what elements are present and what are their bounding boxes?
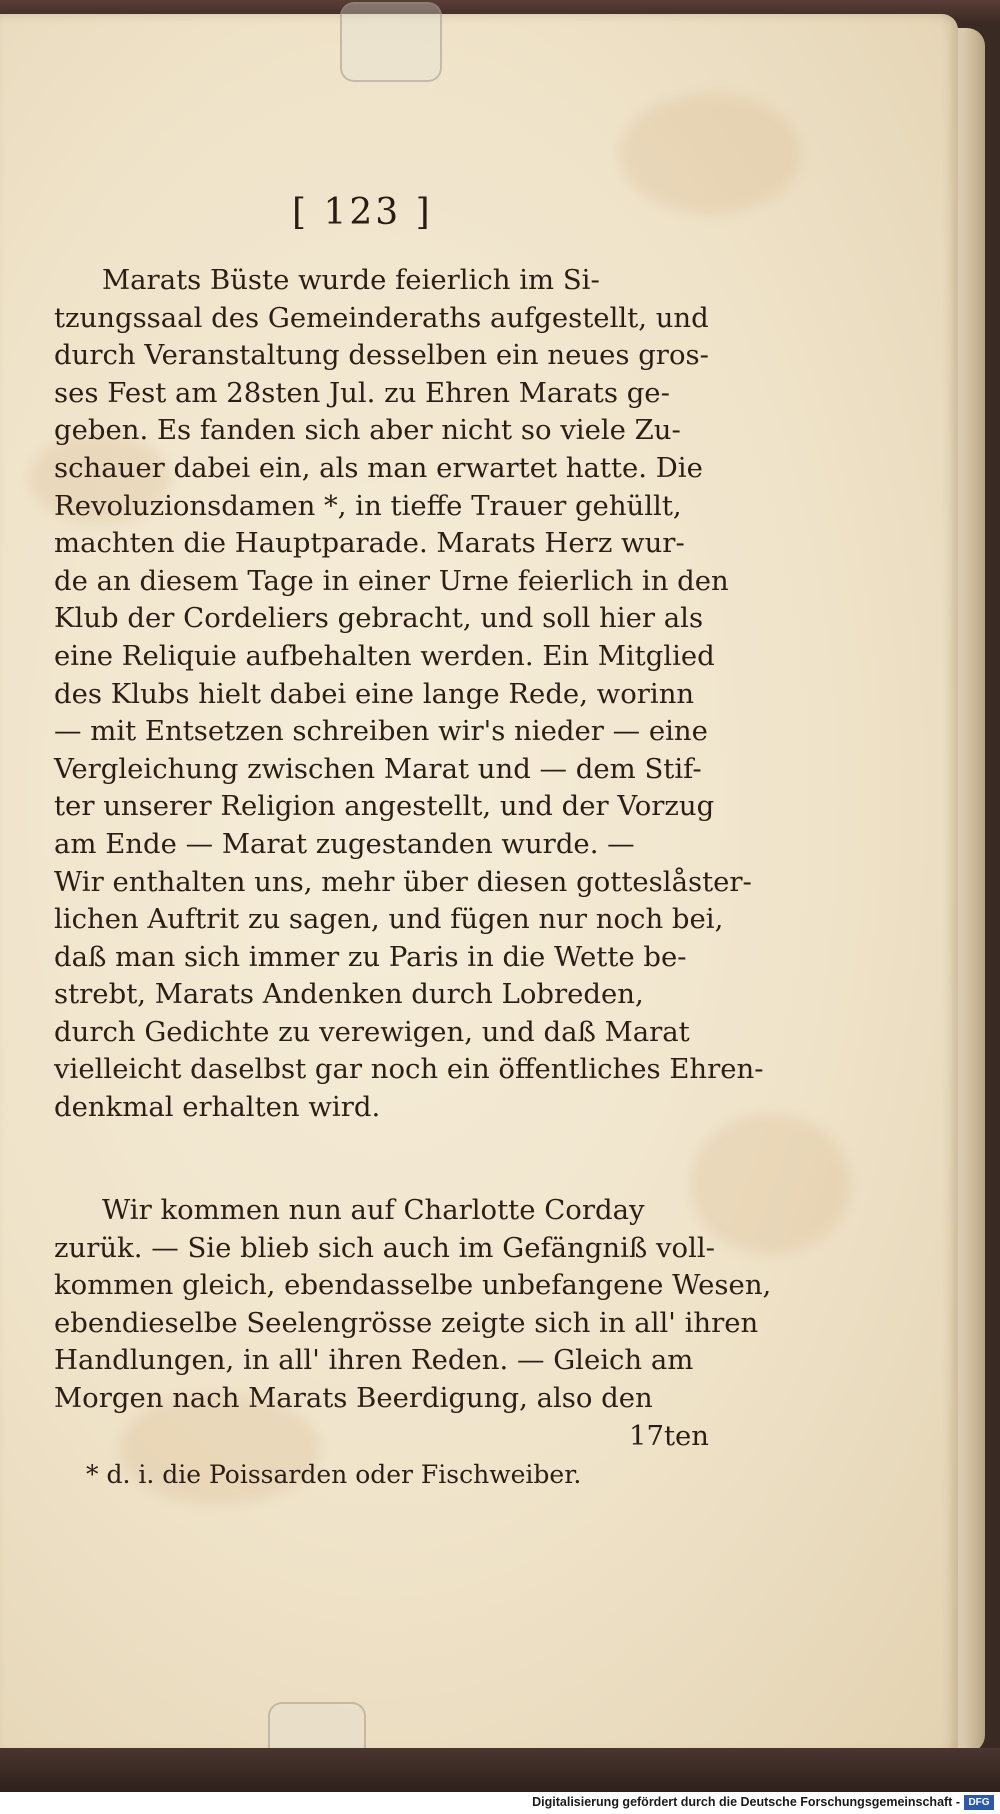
text-line: machten die Hauptparade. Marats Herz wur- (54, 527, 685, 560)
text-line: strebt, Marats Andenken durch Lobreden, (54, 978, 644, 1011)
paragraph-2 (54, 1192, 772, 1455)
text-line: vielleicht daselbst gar noch ein öffentliches Ehren- (54, 1053, 764, 1086)
text-line: ebendieselbe Seelengrösse zeigte sich in all' ihren (54, 1306, 759, 1339)
page-number: [ 123 ] (292, 192, 433, 233)
text-line: ses Fest am 28sten Jul. zu Ehren Marats ge- (54, 376, 670, 409)
text-line: Wir enthalten uns, mehr über diesen gotteslåster- (54, 865, 752, 898)
credit-bar (0, 1792, 1000, 1814)
text-line: Marats Büste wurde feierlich im Si- (102, 264, 600, 296)
text-line: daß man sich immer zu Paris in die Wette be- (54, 940, 687, 973)
text-line: de an diesem Tage in einer Urne feierlich in den (54, 564, 729, 597)
page-clip-top (340, 2, 442, 82)
text-line: des Klubs hielt dabei eine lange Rede, worinn (54, 677, 695, 710)
text-line: schauer dabei ein, als man erwartet hatte. Die (54, 451, 703, 484)
text-line: Revoluzionsdamen *, in tieffe Trauer gehüllt, (54, 489, 682, 522)
text-line: Vergleichung zwischen Marat und — dem Stif- (54, 752, 702, 785)
text-line: kommen gleich, ebendasselbe unbefangene Wesen, (54, 1269, 772, 1302)
text-line: geben. Es fanden sich aber nicht so viele Zu- (54, 414, 681, 447)
catchword: 17ten (628, 1419, 709, 1452)
text-line: lichen Auftrit zu sagen, und fügen nur noch bei, (54, 903, 724, 936)
paper-stain (620, 94, 800, 214)
text-line: eine Reliquie aufbehalten werden. Ein Mitglied (54, 639, 715, 672)
text-line: tzungssaal des Gemeinderaths aufgestellt, und (54, 301, 709, 334)
text-line: zurük. — Sie blieb sich auch im Gefängniß voll- (54, 1231, 715, 1264)
book-frame-bottom (0, 1748, 1000, 1792)
text-line: Morgen nach Marats Beerdigung, also den (54, 1381, 653, 1414)
dfg-logo: DFG (964, 1795, 994, 1810)
text-line: denkmal erhalten wird. (54, 1091, 381, 1124)
credit-text: Digitalisierung gefördert durch die Deutsche Forschungsgemeinschaft - (532, 1795, 960, 1809)
text-line: Klub der Cordeliers gebracht, und soll hier als (54, 602, 704, 635)
text-line: am Ende — Marat zugestanden wurde. — (54, 827, 635, 860)
text-line: Wir kommen nun auf Charlotte Corday (102, 1194, 645, 1226)
text-line: ter unserer Religion angestellt, und der Vorzug (54, 790, 715, 823)
text-line: durch Gedichte zu verewigen, und daß Marat (54, 1015, 690, 1048)
text-line: durch Veranstaltung desselben ein neues gros- (54, 339, 709, 372)
text-line: Handlungen, in all' ihren Reden. — Gleich am (54, 1344, 694, 1377)
text-line: — mit Entsetzen schreiben wir's nieder — eine (54, 715, 708, 748)
paragraph-1 (54, 262, 764, 1127)
footnote: * d. i. die Poissarden oder Fischweiber. (86, 1460, 582, 1489)
